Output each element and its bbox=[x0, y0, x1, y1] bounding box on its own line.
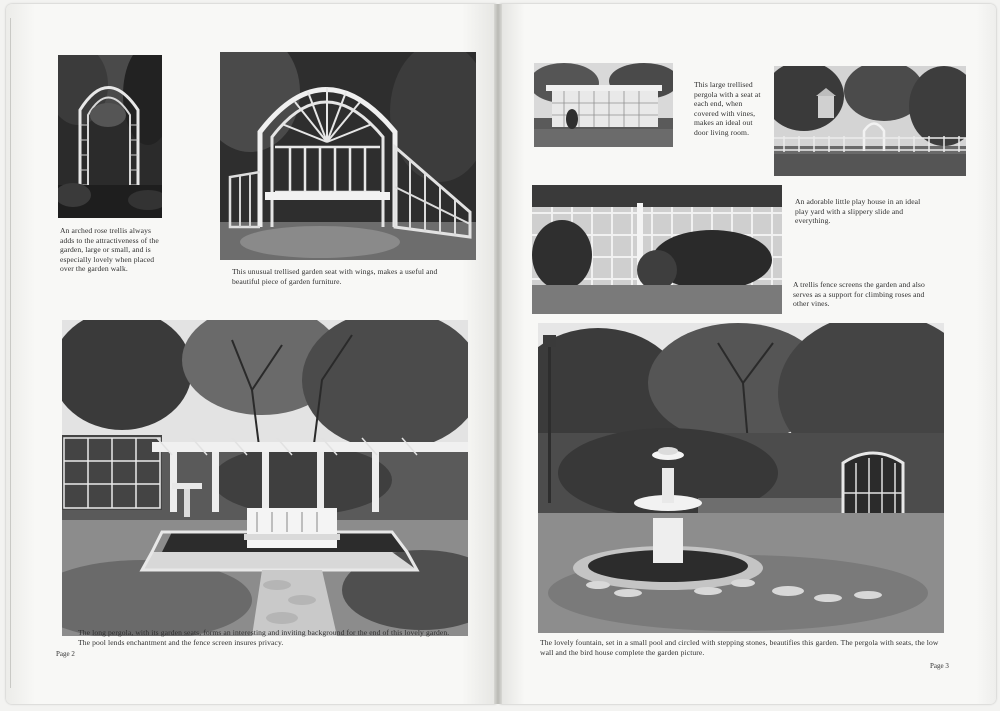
photo-trellis-fence bbox=[532, 185, 782, 314]
caption-trellis-fence: A trellis fence screens the garden and also serves as a support for climbing roses and other vines. bbox=[793, 280, 925, 309]
page-number-left: Page 2 bbox=[56, 650, 75, 658]
photo-large-trellised-pergola bbox=[534, 63, 673, 147]
binding-edge bbox=[10, 18, 11, 688]
page-number-right: Page 3 bbox=[930, 662, 949, 670]
page-gutter bbox=[494, 4, 502, 704]
caption-trellised-garden-seat: This unusual trellised garden seat with wings, makes a useful and beautiful piece of garden furniture. bbox=[232, 267, 438, 286]
caption-long-pergola: The long pergola, with its garden seats, forms an interesting and inviting background for the end of this lovely garden. The pool lends enchantment and the fence screen insures privacy. bbox=[78, 628, 450, 647]
caption-play-house: An adorable little play house in an ideal play yard with a slippery slide and everything. bbox=[795, 197, 921, 226]
caption-arched-rose-trellis: An arched rose trellis always adds to the attractiveness of the garden, large or small, and is especially lovely when placed over the garden walk. bbox=[60, 226, 159, 274]
caption-fountain-garden: The lovely fountain, set in a small pool and circled with stepping stones, beautifies this garden. The pergola with seats, the low wall and the bird house complete the garden picture. bbox=[540, 638, 939, 657]
photo-arched-rose-trellis bbox=[58, 55, 162, 218]
photo-play-house bbox=[774, 66, 966, 176]
photo-long-pergola bbox=[62, 320, 468, 636]
photo-trellised-garden-seat bbox=[220, 52, 476, 260]
caption-large-trellised-pergola: This large trellised pergola with a seat at each end, when covered with vines, makes an ideal out door living room. bbox=[694, 80, 761, 137]
photo-fountain-garden bbox=[538, 323, 944, 633]
